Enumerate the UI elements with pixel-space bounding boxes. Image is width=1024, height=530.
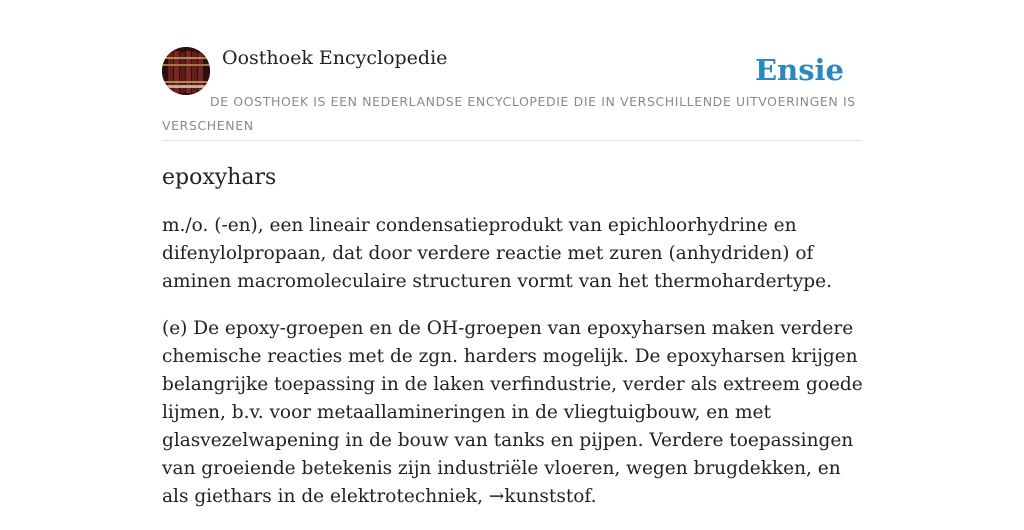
article-paragraph-2 (162, 315, 864, 511)
cross-reference-arrow-icon: → (488, 486, 505, 507)
book-spines-icon (162, 47, 210, 95)
article-paragraph-1: m./o. (-en), een lineair condensatieprodukt van epichloorhydrine en difenylolpropaan, dat door verdere reactie met zuren (anhydriden) of aminen macromoleculaire structuren vormt van het thermohardertype. (162, 215, 832, 292)
site-tagline: DE OOSTHOEK IS EEN NEDERLANDSE ENCYCLOPEDIE DIE IN VERSCHILLENDE UITVOERINGEN IS VERSCHENEN (162, 94, 856, 133)
link-suffix: . (590, 486, 597, 507)
article-paragraph-2-text: (e) De epoxy-groepen en de OH-groepen van epoxyharsen maken verdere chemische reacties met de zgn. harders mogelijk. De epoxyharsen krijgen belangrijke toepassing in de laken verfindustrie, verder als extreem goede lijmen, b.v. voor metaallamineringen in de vliegtuigbouw, en met glasvezelwapening in de bouw van tanks en pijpen. Verdere toepassingen van groeiende betekenis zijn industriële vloeren, wegen brugdekken, en als giethars in de elektrotechniek, (162, 318, 863, 507)
article-content (162, 162, 864, 530)
site-header (162, 46, 862, 141)
site-name[interactable]: Oosthoek Encyclopedie (222, 47, 448, 69)
cross-reference-link-kunststof[interactable]: kunststof (504, 486, 591, 507)
article-headword: epoxyhars (162, 165, 277, 190)
ensie-brand-logo[interactable]: Ensie (755, 53, 844, 87)
encyclopedia-logo-avatar[interactable] (162, 47, 210, 95)
